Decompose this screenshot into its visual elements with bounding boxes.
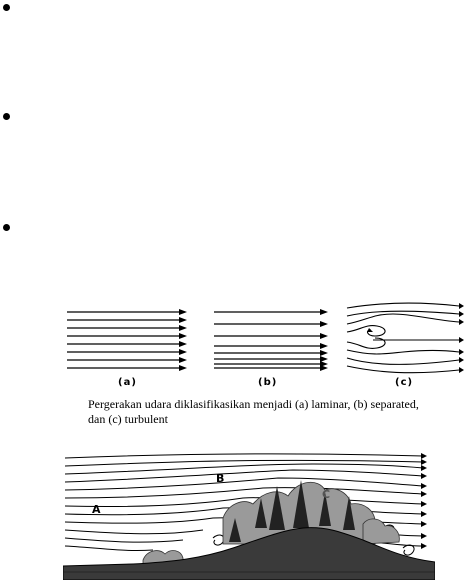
arrowhead [179, 349, 187, 355]
arrowhead [320, 350, 328, 356]
zone-b-label: B [216, 472, 225, 485]
bullet-1 [3, 4, 10, 11]
bullet-3 [3, 224, 10, 231]
panel-c-label: (c) [395, 377, 414, 388]
panel-c-turbulent-diagram [343, 300, 465, 376]
arrowhead [320, 343, 328, 349]
arrowhead [179, 309, 187, 315]
figure-caption [88, 397, 458, 427]
arrowhead [320, 321, 328, 327]
caption-line-1: Pergerakan udara diklasifikasikan menjadi (a) laminar, (b) separated, [88, 397, 419, 411]
arrowhead [179, 333, 187, 339]
arrowhead [179, 317, 187, 323]
panel-a-laminar-diagram [63, 306, 191, 372]
panel-a-label: (a) [118, 377, 137, 388]
bullet-2 [3, 113, 10, 120]
arrowhead [320, 309, 328, 315]
panel-b-label: (b) [258, 377, 278, 388]
panel-b-separated-diagram [210, 306, 332, 372]
zone-a-label: A [92, 503, 101, 516]
hill-airflow-diagram [63, 448, 435, 580]
arrowhead [179, 325, 187, 331]
arrowhead [320, 356, 328, 362]
zone-c-label: C [322, 488, 331, 501]
arrowhead [179, 357, 187, 363]
arrowhead [179, 341, 187, 347]
arrowhead [320, 333, 328, 339]
arrowhead [179, 365, 187, 371]
caption-line-2: dan (c) turbulent [88, 412, 168, 426]
arrowhead [320, 365, 328, 371]
